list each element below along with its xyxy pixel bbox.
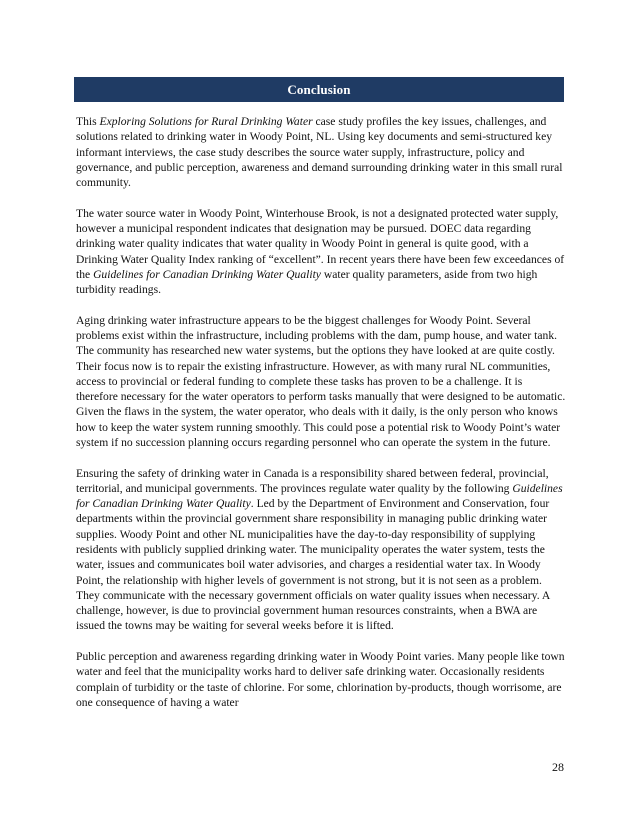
page-number: 28 <box>552 760 564 774</box>
paragraph-intro <box>76 114 566 190</box>
paragraph-text: water quality parameters, aside from two high turbidity readings. <box>76 267 538 297</box>
section-header-bar <box>74 77 564 102</box>
body-text <box>76 114 566 710</box>
paragraph-governance <box>76 466 566 634</box>
guidelines-italic: Guidelines for Canadian Drinking Water Quality <box>93 267 321 281</box>
paragraph-water-source <box>76 206 566 298</box>
guidelines-italic: Guidelines for Canadian Drinking Water Quality <box>76 481 563 511</box>
paragraph-public-perception: Public perception and awareness regarding drinking water in Woody Point varies. Many people like town water and feel that the municipality works hard to deliver safe drinking water. Occasionally residents complain of turbidity or the taste of chlorine. For some, chlorination by-products, though worrisome, are one consequence of having a water <box>76 649 565 709</box>
paragraph-text: The water source water in Woody Point, Winterhouse Brook, is not a designated protected water supply, however a municipal respondent indicates that designation may be pursued. DOEC data regarding drinking water quality indicates that water quality in Woody Point in general is quite good, with a Drinking Water Quality Index ranking of “excellent”. In recent years there have been few exceedances of the <box>76 206 565 281</box>
paragraph-text: This <box>76 115 100 128</box>
paragraph-text: case study profiles the key issues, challenges, and solutions related to drinking water in Woody Point, NL. Using key documents and semi-structured key informant interviews, the case study describes the source water supply, infrastructure, policy and governance, and public perception, awareness and demand surrounding drinking water in this small rural community. <box>76 115 563 190</box>
report-title-italic: Exploring Solutions for Rural Drinking Water <box>99 115 313 128</box>
paragraph-text: . Led by the Department of Environment and Conservation, four departments within the provincial government share responsibility in managing public drinking water supplies. Woody Point and other NL municipalities have the day-to-day responsibility of supplying residents with publicly supplied drinking water. The municipality operates the water system, tests the water, issues and communicates boil water advisories, and charges a residential water tax. In Woody Point, the relationship with higher levels of government is not strong, but it is not seen as a problem. They communicate with the necessary government officials on water quality issues when necessary. A challenge, however, is due to provincial government human resources constraints, when a BWA are issued the towns may be waiting for several weeks before it is lifted. <box>76 497 550 633</box>
section-title: Conclusion <box>287 81 351 97</box>
paragraph-text: Ensuring the safety of drinking water in Canada is a responsibility shared between federal, provincial, territorial, and municipal governments. The provinces regulate water quality by the following <box>76 466 549 495</box>
paragraph-infrastructure: Aging drinking water infrastructure appears to be the biggest challenges for Woody Point. Several problems exist within the infrastructure, including problems with the dam, pump house, and water tank. The community has researched new water systems, but the options they have looked at are quite costly. Their focus now is to repair the existing infrastructure. However, as with many rural NL communities, access to provincial or federal funding to complete these tasks has proven to be a challenge. It is therefore necessary for the water operators to perform tasks manually that were designed to be automatic. Given the flaws in the system, the water operator, who deals with it daily, is the only person who knows how to keep the water system running smoothly. This could pose a potential risk to Woody Point’s water system if no succession planning occurs regarding personnel who can operate the system in the future. <box>76 313 566 450</box>
